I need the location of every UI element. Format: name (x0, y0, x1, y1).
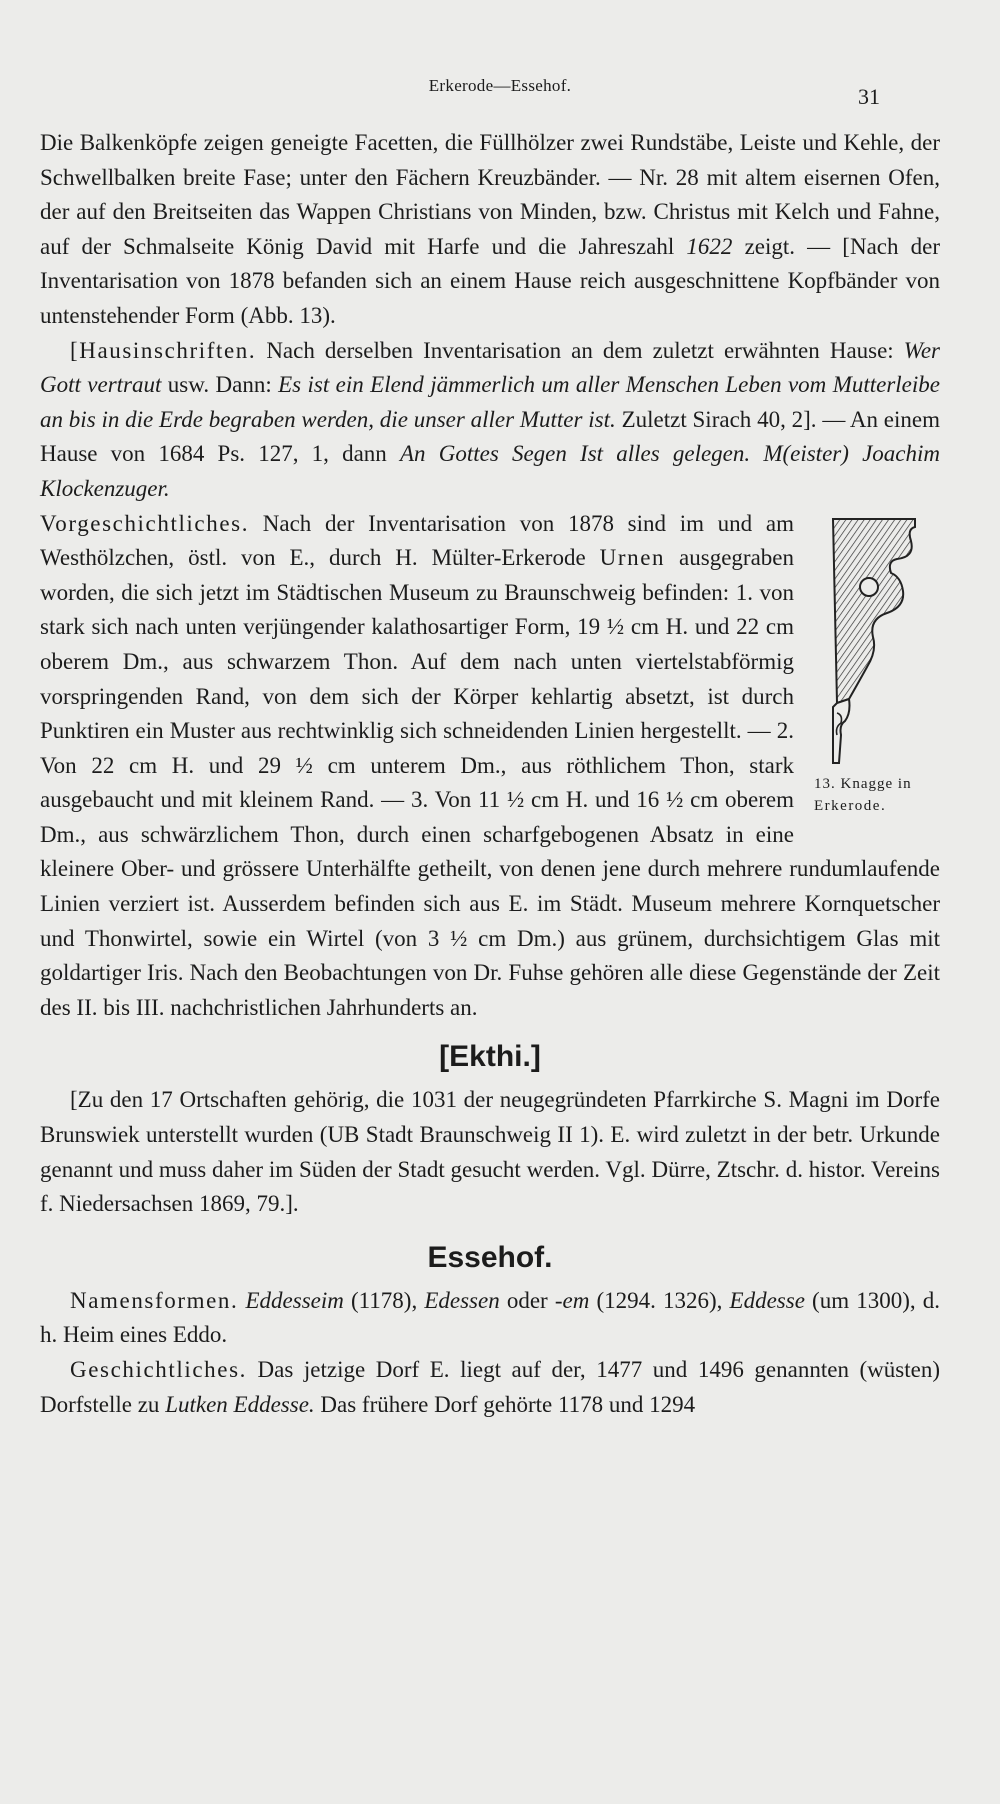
label-geschichtliches: Geschichtliches. (70, 1357, 247, 1382)
year-1622: 1622 (686, 233, 733, 259)
section-heading-ekthi: [Ekthi.] (439, 1040, 541, 1074)
label-vorgeschichtliches: Vorgeschichtliches. (40, 510, 250, 536)
label-namensformen: Namensformen. (70, 1287, 239, 1313)
label-hausinschriften: [Hausinschriften. (70, 337, 257, 363)
knagge-illustration-icon (829, 517, 919, 767)
page-number: 31 (858, 84, 880, 109)
figure-knagge (808, 517, 940, 839)
paragraph-balkenkoepfe: Die Balkenköpfe zeigen geneigte Facetten, die Füllhölzer zwei Rundstäbe, Leiste und Kehle, der Schwellbalken breite Fase; unter den Fächern Kreuzbänder. — Nr. 28 mit altem eisernen Ofen, der auf den Breitseiten das Wappen Christians von Minden, bzw. Christus mit Kelch und Fahne, auf der Schmalseite König David mit Harfe und die Jahreszahl 1622 zeigt. — [Nach der Inventarisation von 1878 befanden sich an einem Hause reich ausgeschnittene Kopfbänder von untenstehender Form (Abb. 13). (40, 130, 940, 328)
paragraph-geschichtliches: Geschichtliches. Das jetzige Dorf E. liegt auf der, 1477 und 1496 genannten (wüsten) Dorfstelle zu Lutken Eddesse. Das frühere Dorf gehörte 1178 und 1294 (40, 1357, 940, 1417)
section-heading-essehof: Essehof. (427, 1240, 553, 1274)
page-body (40, 126, 940, 1422)
running-head: Erkerode—Essehof. (428, 76, 572, 95)
paragraph-namensformen: Namensformen. Eddesseim (1178), Edessen oder -em (1294. 1326), Eddesse (um 1300), d. h. Heim eines Eddo. (40, 1287, 940, 1348)
paragraph-hausinschriften: [Hausinschriften. Nach derselben Inventarisation an dem zuletzt erwähnten Hause: Wer Gott vertraut usw. Dann: Es ist ein Elend jämmerlich um aller Menschen Leben vom Mutterleibe an bis in die Erde begraben werden, die unser aller Mutter ist. Zuletzt Sirach 40, 2]. — An einem Hause von 1684 Ps. 127, 1, dann An Gottes Segen Ist alles gelegen. M(eister) Joachim Klockenzuger. (40, 337, 941, 501)
figure-caption: 13. Knagge in Erkerode. (814, 775, 912, 814)
paragraph-vorgeschichtliches: Vorgeschichtliches. Nach der Inventarisation von 1878 sind im und am Westhölzchen, östl. von E., durch H. Mülter-Erkerode Urnen ausgegraben worden, die sich jetzt im Städtischen Museum zu Braunschweig befinden: 1. von stark sich nach unten verjüngender kalathosartiger Form, 19 ½ cm H. und 22 cm oberem Dm., aus schwarzem Thon. Auf dem nach unten viertelstabförmig vorspringenden Rand, von dem sich der Körper kehlartig absetzt, ist durch Punktiren ein Muster aus rechtwinklig sich schneidenden Linien hergestellt. — 2. Von 22 cm H. und 29 ½ cm unterem Dm., aus röthlichem Thon, stark ausgebaucht und mit kleinem Rand. — 3. Von 11 ½ cm H. und 16 ½ cm oberem Dm., aus schwärzlichem Thon, durch einen scharfgebogenen Absatz in eine kleinere Ober- und grössere Unterhälfte getheilt, von denen jene durch mehrere rundumlaufende Linien verziert ist. Ausserdem befinden sich aus E. im Städt. Museum mehrere Kornquetscher und Thonwirtel, sowie ein Wirtel (von 3 ½ cm Dm.) aus grünem, durchsichtigem Glas mit goldartiger Iris. Nach den Beobachtungen von Dr. Fuhse gehören alle diese Gegenstände der Zeit des II. bis III. nachchristlichen Jahrhunderts an. (40, 510, 940, 1020)
paragraph-ekthi: [Zu den 17 Ortschaften gehörig, die 1031 der neugegründeten Pfarrkirche S. Magni im Dorfe Brunswiek unterstellt wurden (UB Stadt Braunschweig II 1). E. wird zuletzt in der betr. Urkunde genannt und muss daher im Süden der Stadt gesucht werden. Vgl. Dürre, Ztschr. d. histor. Vereins f. Niedersachsen 1869, 79.]. (40, 1087, 940, 1217)
